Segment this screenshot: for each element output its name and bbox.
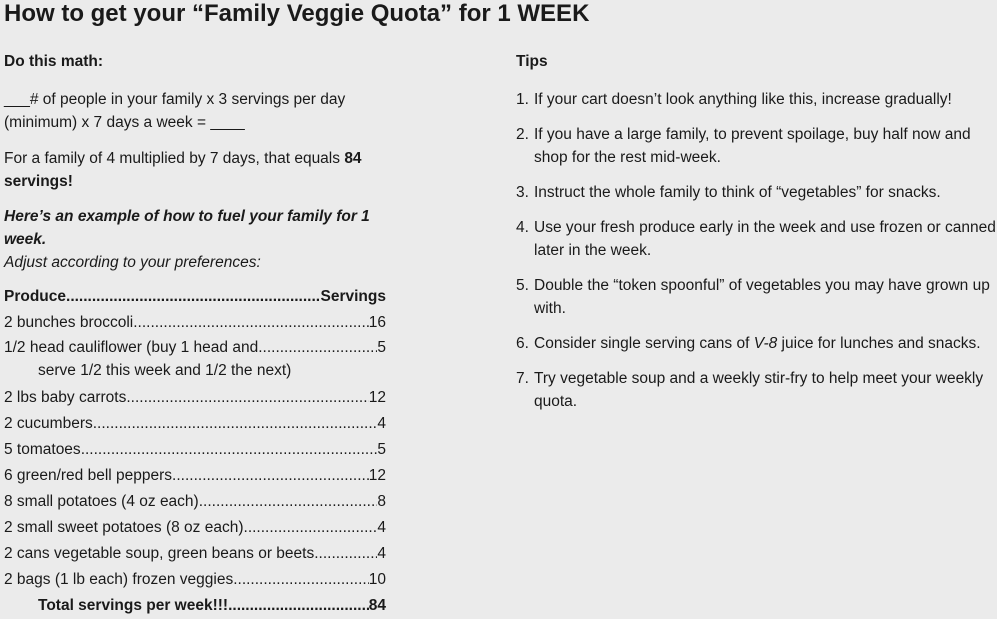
left-column (4, 52, 386, 619)
tip-item: 1. If your cart doesn’t look anything like this, increase gradually! (516, 91, 952, 108)
tips-heading: Tips (516, 53, 548, 70)
table-row: 5 tomatoes ..... 5 (4, 437, 386, 463)
table-header (4, 284, 386, 310)
table-row: 2 lbs baby carrots ..... 12 (4, 385, 386, 411)
intro-subheading: Adjust according to your preferences: (4, 254, 261, 271)
math-formula (4, 88, 386, 134)
table-row: 1/2 head cauliflower (buy 1 head and ..... 5 (4, 336, 386, 359)
example-total: 84 servings! (4, 150, 362, 190)
tip-item: 7. Try vegetable soup and a weekly stir-fry to help meet your weekly quota. (516, 370, 984, 410)
total-label: Total servings per week!!! (38, 597, 229, 614)
table-row: 2 bunches broccoli ..... 16 (4, 310, 386, 336)
page-title: How to get your “Family Veggie Quota” for 1 WEEK (4, 0, 590, 27)
table-row: 2 cucumbers ..... 4 (4, 411, 386, 437)
tip-item: 5. Double the “token spoonful” of vegetables you may have grown up with. (516, 277, 990, 317)
intro-heading: Here’s an example of how to fuel your family for 1 week. (4, 208, 370, 248)
v8-product-name: V-8 (753, 335, 778, 352)
table-row: 8 small potatoes (4 oz each) ..... 8 (4, 489, 386, 515)
column-produce: Produce (4, 288, 67, 305)
people-blank: ___ (4, 91, 30, 108)
table-row: 2 cans vegetable soup, green beans or beets ..... 4 (4, 541, 386, 567)
table-row: 2 bags (1 lb each) frozen veggies ..... 10 (4, 567, 386, 593)
total-value: 84 (368, 597, 386, 614)
intro (4, 205, 386, 274)
table-row: 2 small sweet potatoes (8 oz each) ..... 4 (4, 515, 386, 541)
tips-column (516, 52, 997, 413)
tip-item: 3. Instruct the whole family to think of “vegetables” for snacks. (516, 184, 941, 201)
math-heading: Do this math: (4, 53, 104, 70)
math-example (4, 147, 386, 193)
formula-text: # of people in your family x 3 servings per day (minimum) x 7 days a week = (4, 91, 346, 131)
produce-table (4, 284, 386, 619)
tip-item: 4. Use your fresh produce early in the week and use frozen or canned later in the week. (516, 219, 996, 259)
result-blank: ____ (210, 114, 245, 131)
column-servings: Servings (320, 288, 386, 305)
tip-item: 6. Consider single serving cans of V-8 juice for lunches and snacks. (516, 335, 981, 352)
table-total-row (4, 593, 386, 619)
tip-item: 2. If you have a large family, to prevent spoilage, buy half now and shop for the rest mid-week. (516, 126, 971, 166)
table-row-continuation: serve 1/2 this week and 1/2 the next) (38, 362, 292, 379)
table-row: 6 green/red bell peppers ..... 12 (4, 463, 386, 489)
example-text: For a family of 4 multiplied by 7 days, that equals (4, 150, 345, 167)
